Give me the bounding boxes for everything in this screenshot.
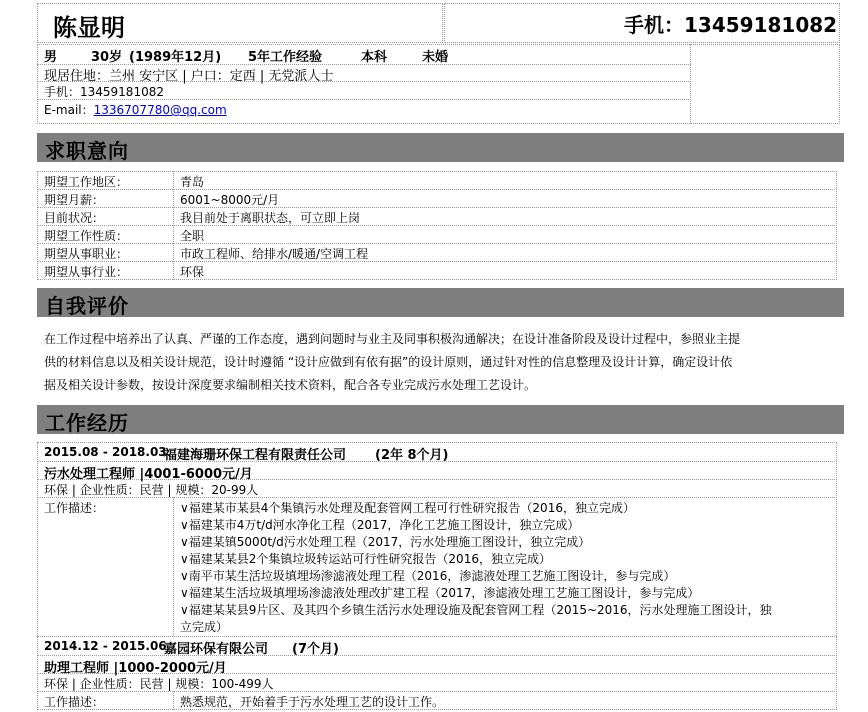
candidate-name: 陈显明 <box>53 14 125 42</box>
intent-row-rule <box>37 261 837 262</box>
job1-bullet: ∨福建某某县2个集镇垃圾转运站可行性研究报告（2016，独立完成） <box>180 552 551 566</box>
intent-row-rule <box>37 243 837 244</box>
intent-value-area: 青岛 <box>180 175 205 189</box>
intent-row-rule <box>37 189 837 190</box>
intent-label-salary: 期望月薪： <box>44 193 105 207</box>
intent-value-status: 我目前处于离职状态，可立即上岗 <box>180 211 361 225</box>
job2-period: 2014.12 - 2015.06 <box>44 639 167 653</box>
experience: 5年工作经验 <box>248 50 323 65</box>
header-phone: 手机：13459181082 <box>624 13 838 37</box>
job1-company: 福建海珊环保工程有限责任公司 <box>164 448 347 463</box>
email-label: E-mail： <box>44 103 94 117</box>
intent-section-title: 求职意向 <box>45 139 129 163</box>
job2-company: 嘉园环保有限公司 <box>164 642 269 657</box>
profile-divider <box>690 44 691 124</box>
job1-bullet: ∨南平市某生活垃圾填埋场渗滤液处理工程（2016，渗滤液处理工艺施工图设计，参与完成） <box>180 569 676 583</box>
intent-row-rule <box>37 207 837 208</box>
job1-bullet: ∨福建某市某县4个集镇污水处理及配套管网工程可行性研究报告（2016，独立完成） <box>180 501 635 515</box>
self-eval-line-1: 在工作过程中培养出了认真、严谨的工作态度，遇到问题时与业主及同事积极沟通解决；在设计准备阶段及设计过程中，参照业主提 <box>44 332 741 346</box>
intent-value-type: 全职 <box>180 229 205 243</box>
self-eval-line-2: 供的材料信息以及相关设计规范，设计时遵循 “设计应做到有依有据”的设计原则，通过针对性的信息整理及设计计算，确定设计依 <box>44 355 733 369</box>
age: 30岁 <box>91 50 123 65</box>
intent-label-industry: 期望从事行业： <box>44 265 129 279</box>
job1-bullet: ∨福建某市4万t/d河水净化工程（2017，净化工艺施工图设计，独立完成） <box>180 518 580 532</box>
intent-label-status: 目前状况： <box>44 211 105 225</box>
email-link[interactable]: 1336707780@qq.com <box>93 103 227 117</box>
birth-date: (1989年12月) <box>129 50 222 65</box>
work-row-rule <box>37 636 837 637</box>
job1-bullet: 立完成） <box>180 620 229 634</box>
marital-status: 未婚 <box>422 50 449 65</box>
job2-title: 助理工程师 |1000-2000元/月 <box>44 661 227 676</box>
job1-bullet: ∨福建某某县9片区、及其四个乡镇生活污水处理设施及配套管网工程（2015~2016，污水处理施工图设计，独 <box>180 603 772 617</box>
job1-bullet: ∨福建某生活垃圾填埋场渗滤液处理改扩建工程（2017，渗滤液处理工艺施工图设计，参与完成） <box>180 586 700 600</box>
job2-meta: 环保 | 企业性质：民营 | 规模：100-499人 <box>44 677 274 691</box>
intent-row-rule <box>37 225 837 226</box>
self-section-title: 自我评价 <box>45 294 129 318</box>
job1-desc-label: 工作描述： <box>44 501 105 515</box>
job1-title: 污水处理工程师 |4001-6000元/月 <box>44 467 253 482</box>
job2-desc-label: 工作描述： <box>44 695 105 709</box>
intent-label-type: 期望工作性质： <box>44 229 129 243</box>
job1-period: 2015.08 - 2018.03 <box>44 445 167 459</box>
job1-duration: (2年 8个月) <box>375 448 449 463</box>
intent-label-area: 期望工作地区： <box>44 175 129 189</box>
intent-label-job: 期望从事职业： <box>44 247 129 261</box>
job2-duration: (7个月) <box>292 642 339 657</box>
intent-value-salary: 6001~8000元/月 <box>180 193 280 207</box>
self-section-bar <box>37 288 844 317</box>
job1-bullet: ∨福建某镇5000t/d污水处理工程（2017，污水处理施工图设计，独立完成） <box>180 535 591 549</box>
work-row-rule <box>37 655 837 656</box>
intent-value-industry: 环保 <box>180 265 205 279</box>
self-eval-line-3: 据及相关设计参数，按设计深度要求编制相关技术资料，配合各专业完成污水处理工艺设计。 <box>44 378 537 392</box>
education: 本科 <box>361 50 388 65</box>
work-section-title: 工作经历 <box>45 411 129 435</box>
work-desc-divider <box>173 497 174 636</box>
work-section-bar <box>37 405 844 434</box>
intent-value-job: 市政工程师、给排水/暖通/空调工程 <box>180 247 369 261</box>
job1-meta: 环保 | 企业性质：民营 | 规模：20-99人 <box>44 483 259 497</box>
job2-desc: 熟悉规范，开始着手于污水处理工艺的设计工作。 <box>180 695 445 709</box>
intent-section-bar <box>37 133 844 162</box>
gender: 男 <box>44 50 58 65</box>
email-line <box>44 101 227 118</box>
location-line: 现居住地：兰州 安宁区 | 户口：定西 | 无党派人士 <box>44 69 334 84</box>
phone-line: 手机：13459181082 <box>44 85 164 99</box>
work-desc-divider-2 <box>173 691 174 710</box>
